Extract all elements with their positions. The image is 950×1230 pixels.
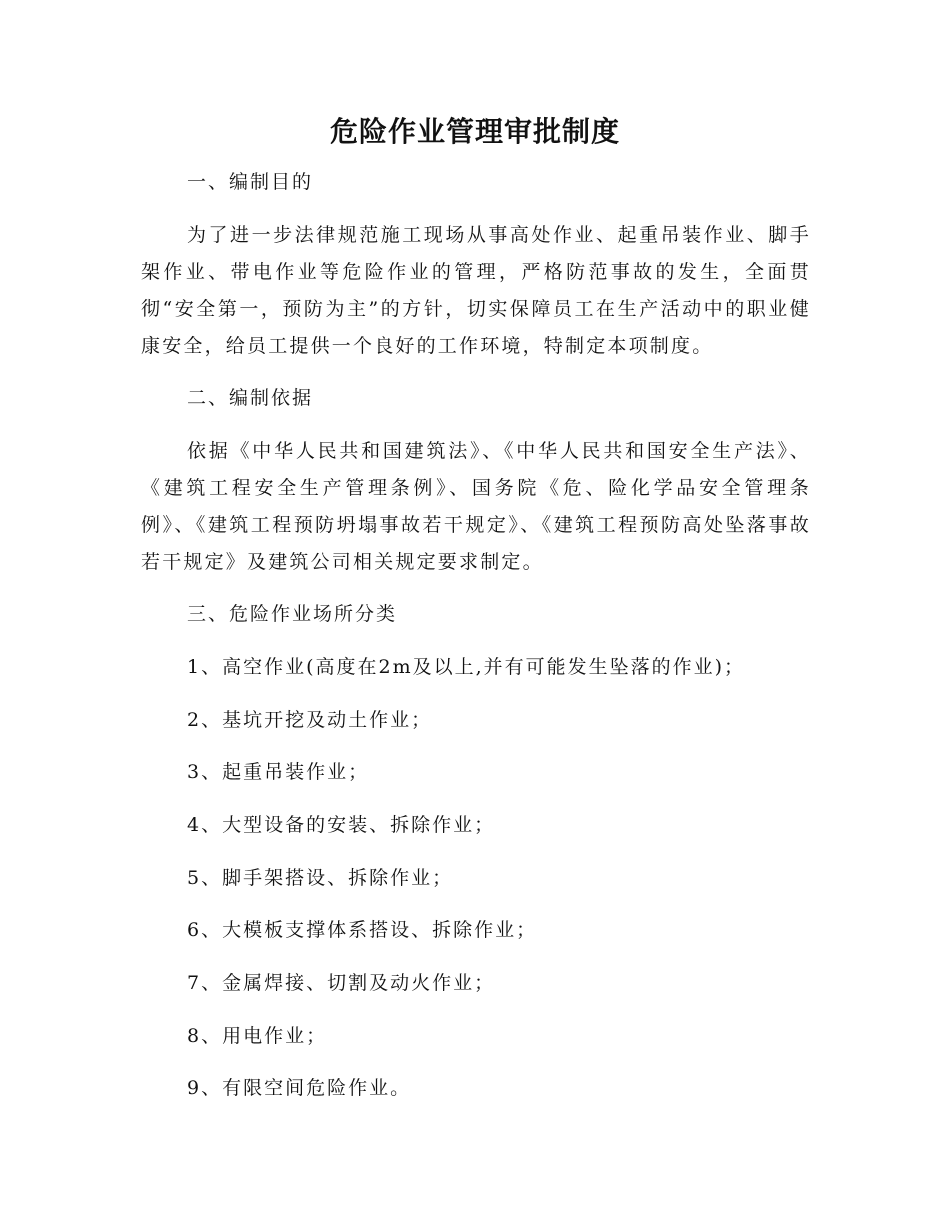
- list-item: 4、大型设备的安装、拆除作业；: [187, 814, 496, 836]
- list-item: 8、用电作业；: [187, 1025, 328, 1047]
- list-item: 3、起重吊装作业；: [187, 761, 370, 783]
- list-item: 7、金属焊接、切割及动火作业；: [187, 972, 496, 994]
- document-title: 危险作业管理审批制度: [329, 115, 620, 148]
- section-paragraph-purpose: 为了进一步法律规范施工现场从事高处作业、起重吊装作业、脚手架作业、带电作业等危险作业的管理，严格防范事故的发生，全面贯彻“安全第一，预防为主”的方针，切实保障员工在生产活动中的职业健康安全，给员工提供一个良好的工作环境，特制定本项制度。: [141, 224, 811, 357]
- list-item: 5、脚手架搭设、拆除作业；: [187, 867, 454, 889]
- section-paragraph-basis: 依据《中华人民共和国建筑法》、《中华人民共和国安全生产法》、《建筑工程安全生产管理条例》、国务院《危、险化学品安全管理条例》、《建筑工程预防坍塌事故若干规定》、《建筑工程预防高处坠落事故若干规定》及建筑公司相关规定要求制定。: [141, 440, 811, 573]
- section-heading-classification: 三、危险作业场所分类: [187, 603, 398, 625]
- list-item: 1、高空作业(高度在2m及以上,并有可能发生坠落的作业)；: [187, 656, 746, 678]
- section-heading-purpose: 一、编制目的: [187, 171, 314, 193]
- list-item: 9、有限空间危险作业。: [187, 1077, 412, 1099]
- list-item: 6、大模板支撑体系搭设、拆除作业；: [187, 919, 538, 941]
- section-heading-basis: 二、编制依据: [187, 387, 314, 409]
- list-item: 2、基坑开挖及动土作业；: [187, 709, 433, 731]
